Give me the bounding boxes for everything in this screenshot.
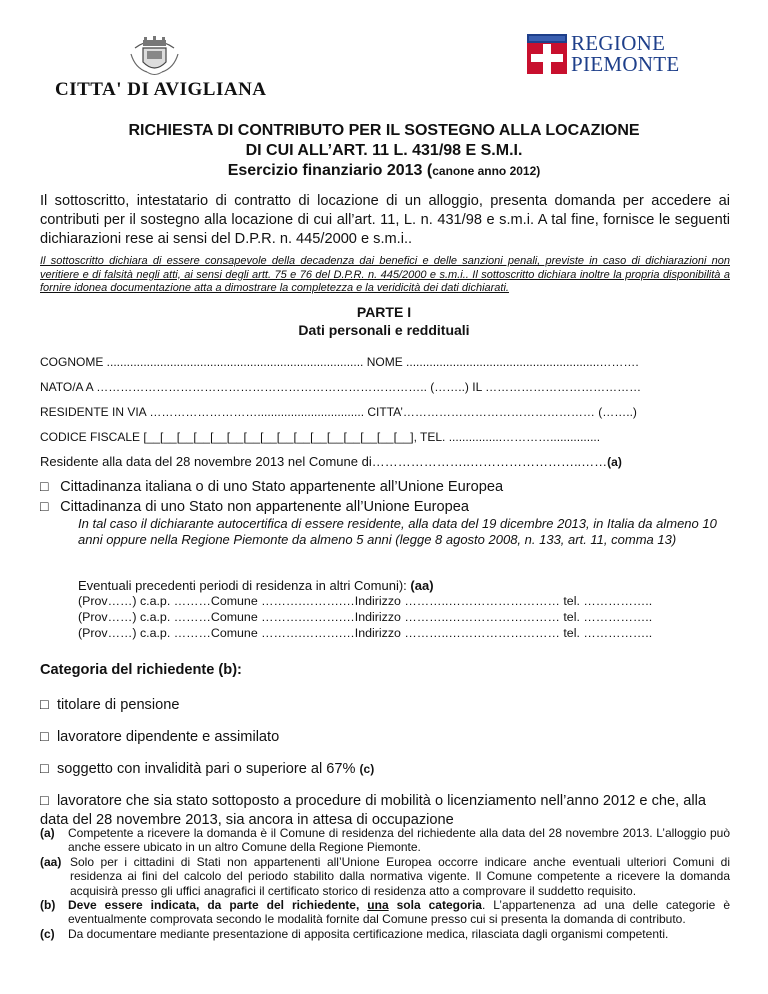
- checkbox-icon[interactable]: □: [40, 498, 49, 514]
- residence-tag: (a): [607, 455, 622, 469]
- footnote-c: [40, 927, 730, 941]
- part-subtitle: Dati personali e reddituali: [298, 322, 470, 338]
- citizenship-eu-option[interactable]: [40, 478, 503, 495]
- citizenship-non-eu-label: Cittadinanza di uno Stato non appartenente all’Unione Europea: [60, 499, 469, 515]
- footnote-a-text: Competente a ricevere la domanda è il Comune di residenza del richiedente alla data del 28 novembre 2013. L’alloggio può anche essere ubicato in un altro Comune della Regione Piemonte.: [68, 826, 730, 855]
- previous-residence-row[interactable]: (Prov……) c.a.p. ………Comune ……….……….…Indirizzo ………..……………………… tel. ……………..: [78, 594, 653, 608]
- footnote-b-lead1: Deve essere indicata, da parte del richiedente,: [68, 898, 368, 913]
- fiscal-code-field[interactable]: CODICE FISCALE [__[__[__[__[__[__[__[__[__[__[__[__[__[__[__[__], TEL. ................…………...............: [40, 430, 601, 444]
- footnote-a: [40, 826, 730, 855]
- previous-residence-row[interactable]: (Prov……) c.a.p. ………Comune ……….……….…Indirizzo ………..……………………… tel. ……………..: [78, 626, 653, 640]
- citizenship-non-eu-option[interactable]: [40, 498, 469, 515]
- region-line2: PIEMONTE: [571, 52, 680, 76]
- checkbox-icon[interactable]: □: [40, 478, 49, 494]
- checkbox-icon[interactable]: □: [40, 761, 49, 777]
- checkbox-icon[interactable]: □: [40, 729, 49, 745]
- address-field[interactable]: RESIDENTE IN VIA ………………………................................ CITTA’………………………………………… (……..): [40, 405, 637, 419]
- birth-field[interactable]: NATO/A A ……………………………………………………………………….. (……..) IL …………………………………: [40, 380, 642, 394]
- piemonte-flag-icon: [527, 34, 567, 74]
- surname-name-field[interactable]: COGNOME ............................................................................. NOME ..........................................................……….: [40, 355, 639, 369]
- footnote-b-lead-underline: una: [367, 898, 389, 913]
- title-year: Esercizio finanziario 2013 (: [227, 162, 433, 179]
- title-close: ): [536, 164, 541, 178]
- declaration-paragraph: Il sottoscritto dichiara di essere consapevole della decadenza dai benefici e delle sanzioni penali, previste in caso di dichiarazioni non veritiere e di falsità negli atti, ai sensi degli artt. 75 e 76 del D.P.R. n. 445/2000 e s.m.i.. Il sottoscritto dichiara inoltre la propria disponibilità a fornire idonea documentazione atta a dimostrare la completezza e la veridicità dei dati dichiarati.: [40, 255, 730, 294]
- residence-text: Residente alla data del 28 novembre 2013 nel Comune di…………………..……………………..……: [40, 454, 608, 469]
- category-pension-label: titolare di pensione: [56, 697, 180, 713]
- category-unemployed-label: lavoratore che sia stato sottoposto a procedure di mobilità o licenziamento nell’anno 2012 e che, alla data del 28 novembre 2013, sia ancora in attesa di occupazione: [40, 793, 706, 828]
- previous-residence-label: [78, 578, 730, 594]
- previous-residence-row[interactable]: (Prov……) c.a.p. ………Comune ……….……….…Indirizzo ………..……………………… tel. ……………..: [78, 610, 653, 624]
- footnote-aa-tag: (aa): [40, 854, 62, 869]
- footnote-c-tag: (c): [40, 926, 55, 941]
- category-title: Categoria del richiedente (b):: [40, 662, 242, 678]
- title-line3: [40, 162, 728, 180]
- region-line1: REGIONE: [571, 31, 666, 55]
- citizenship-eu-label: Cittadinanza italiana o di uno Stato appartenente all’Unione Europea: [60, 479, 504, 495]
- footnote-b-text: . L’appartenenza ad una delle categorie è eventualmente comprovata secondo le modalità fornite dal Comune presso cui si presenta la domanda di contributo.: [68, 898, 730, 927]
- category-invalidity-option[interactable]: [40, 760, 730, 779]
- category-invalidity-label: soggetto con invalidità pari o superiore al 67%: [56, 761, 360, 777]
- category-invalidity-tag: (c): [359, 762, 375, 776]
- title-line2: DI CUI ALL’ART. 11 L. 431/98 E S.M.I.: [245, 142, 523, 159]
- footnote-aa: [40, 855, 730, 898]
- checkbox-icon[interactable]: □: [40, 793, 49, 809]
- city-name: CITTA' DI AVIGLIANA: [55, 79, 267, 100]
- title-line1: RICHIESTA DI CONTRIBUTO PER IL SOSTEGNO ALLA LOCAZIONE: [128, 122, 640, 139]
- footnote-aa-text: Solo per i cittadini di Stati non appartenenti all’Unione Europea occorre indicare anche eventuali ulteriori Comuni di residenza ai fini del calcolo del periodo stabilito dalla normativa vigente. Il Comune competente a ricevere la domanda acquisirà presso gli uffici anagrafici il certificato storico di residenza atto a comprovare il suddetto requisito.: [70, 854, 730, 898]
- category-employee-label: lavoratore dipendente e assimilato: [56, 729, 280, 745]
- footnote-b-lead2: sola categoria: [388, 898, 482, 913]
- footnote-a-tag: (a): [40, 826, 55, 840]
- checkbox-icon[interactable]: □: [40, 697, 49, 713]
- residence-field[interactable]: [40, 454, 730, 469]
- footnote-b-tag: (b): [40, 898, 56, 913]
- footnotes: [40, 826, 730, 941]
- part-title: PARTE I: [356, 304, 412, 320]
- region-logo-text: [571, 33, 680, 75]
- footnote-b: [40, 898, 730, 927]
- category-pension-option[interactable]: [40, 696, 730, 715]
- intro-paragraph: Il sottoscritto, intestatario di contratto di locazione di un alloggio, presenta domanda per accedere ai contributi per il sostegno alla locazione di cui all’art. 11, L. n. 431/98 e s.m.i. A tal fine, fornisce le seguenti dichiarazioni rese ai sensi del D.P.R. n. 445/2000 e s.m.i..: [40, 193, 730, 247]
- periods-text: Eventuali precedenti periodi di residenza in altri Comuni):: [78, 578, 411, 593]
- non-eu-note: In tal caso il dichiarante autocertifica di essere residente, alla data del 19 dicembre 2013, in Italia da almeno 10 anni oppure nella Regione Piemonte da almeno 5 anni (legge 8 agosto 2008, n. 133, art. 11, comma 13): [78, 516, 717, 547]
- city-crest-icon: [127, 34, 182, 78]
- category-employee-option[interactable]: [40, 728, 730, 747]
- title-canone: canone anno 2012: [432, 164, 537, 178]
- periods-tag: (aa): [410, 578, 434, 593]
- category-unemployed-option[interactable]: [40, 792, 730, 830]
- footnote-c-text: Da documentare mediante presentazione di apposita certificazione medica, rilasciata dagli organismi competenti.: [68, 926, 669, 941]
